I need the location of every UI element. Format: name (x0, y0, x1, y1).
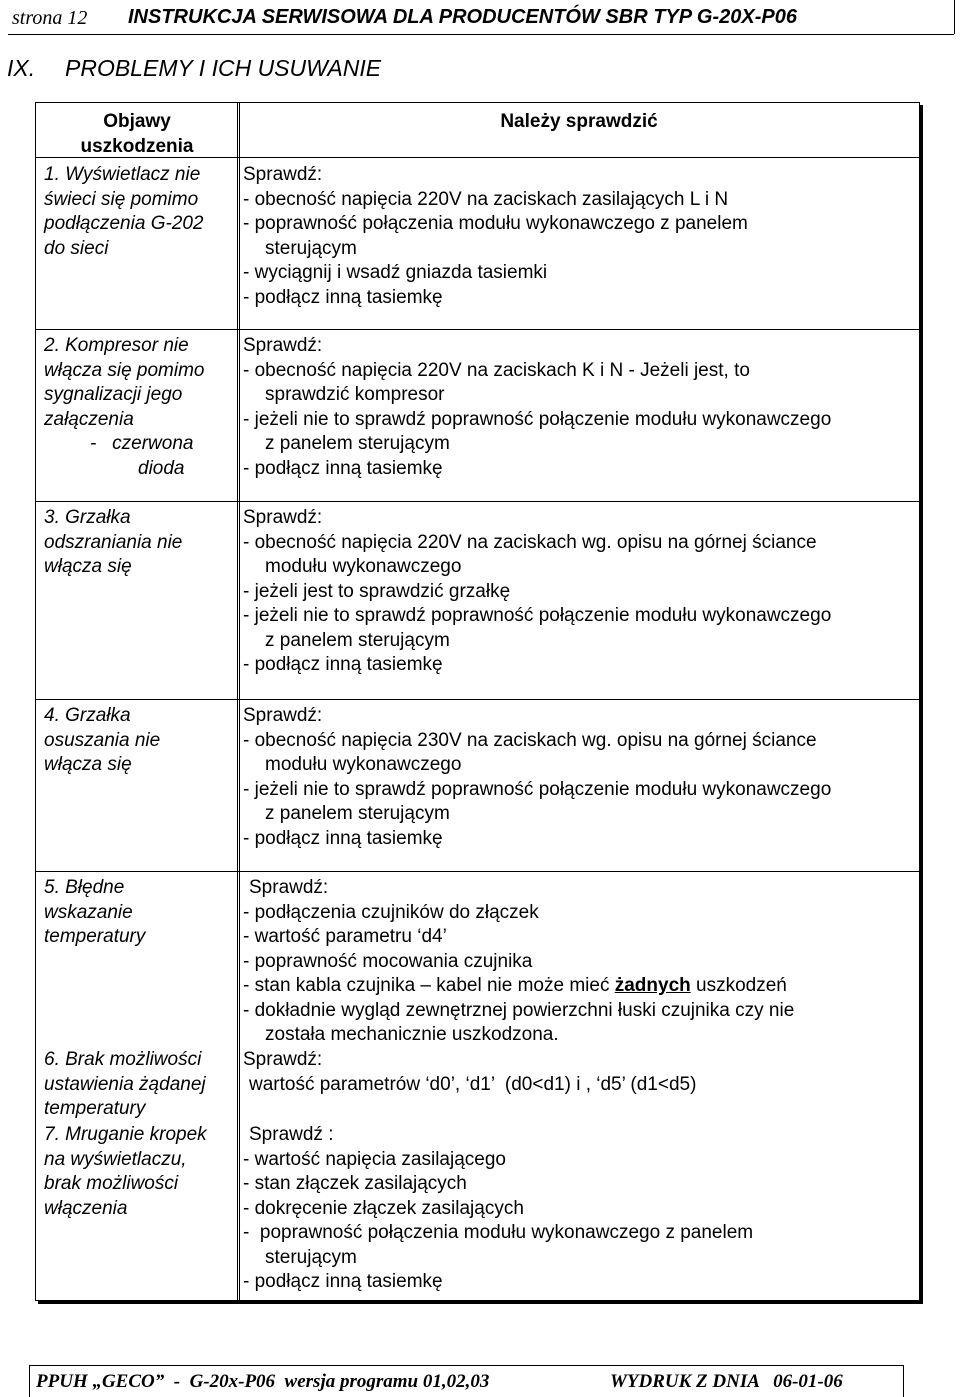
symptom-line: dioda (138, 457, 185, 479)
column-separator (237, 103, 240, 1300)
check-line: - jeżeli nie to sprawdź poprawność połączenie modułu wykonawczego (243, 778, 832, 800)
check-line: - obecność napięcia 230V na zaciskach wg. opisu na górnej ściance (243, 729, 817, 751)
check-line: Sprawdź: (243, 705, 323, 726)
check-line: Sprawdź: (249, 877, 329, 898)
symptom-line: sygnalizacji jego (44, 384, 183, 405)
checks-5 (243, 876, 915, 1048)
section-heading (7, 55, 381, 82)
checks-2 (243, 334, 915, 481)
symptom-line: osuszania nie (44, 729, 161, 751)
symptom-line: włącza się (44, 556, 132, 577)
symptom-7 (44, 1123, 234, 1221)
check-text: - stan kabla czujnika – kabel nie może mieć (243, 975, 615, 996)
section-number: IX. (7, 55, 36, 81)
check-line: - wyciągnij i wsadź gniazda tasiemki (243, 262, 548, 283)
check-line: - wartość parametru ‘d4’ (243, 926, 447, 947)
check-line: - podłącz inną tasiemkę (243, 827, 443, 849)
symptom-line: na wyświetlaczu, (44, 1148, 187, 1170)
page-header (0, 0, 960, 36)
check-line: Sprawdź: (243, 164, 323, 185)
check-line: modułu wykonawczego (265, 556, 462, 577)
symptoms-column-header (42, 109, 232, 159)
symptom-line: ustawienia żądanej (44, 1073, 206, 1095)
symptom-line: wskazanie (44, 901, 133, 923)
check-line: - obecność napięcia 220V na zaciskach zasilających L i N (243, 188, 729, 210)
symptom-line: świeci się pomimo (44, 188, 199, 210)
row-divider (36, 871, 919, 872)
check-line: - podłącz inną tasiemkę (243, 457, 443, 479)
check-line: - jeżeli nie to sprawdź poprawność połączenie modułu wykonawczego (243, 605, 832, 626)
row-divider (36, 501, 919, 502)
check-line: z panelem sterującym (265, 433, 450, 454)
check-line: została mechanicznie uszkodzona. (265, 1024, 559, 1045)
check-line: z panelem sterującym (265, 803, 450, 824)
emphasized-word: żadnych (614, 975, 691, 996)
check-line: - podłącz inną tasiemkę (243, 654, 443, 675)
header-edge (954, 0, 955, 34)
page-number: strona 12 (12, 7, 88, 29)
check-line: Sprawdź: (243, 1049, 323, 1070)
row-divider (36, 329, 919, 330)
check-line: sterującym (265, 237, 357, 259)
checks-3 (243, 506, 915, 678)
check-line: z panelem sterującym (265, 629, 450, 651)
symptom-3 (44, 506, 234, 580)
check-line: modułu wykonawczego (265, 754, 462, 775)
check-line: sprawdzić kompresor (265, 384, 445, 405)
check-line: - podłącz inną tasiemkę (243, 286, 443, 308)
check-line: - poprawność połączenia modułu wykonawczego z panelem (243, 1222, 754, 1243)
checks-7 (243, 1123, 915, 1295)
symptom-1 (44, 163, 234, 261)
check-line: - wartość napięcia zasilającego (243, 1148, 506, 1170)
symptom-line: podłączenia G-202 (44, 213, 204, 234)
check-line: Sprawdź : (249, 1124, 334, 1145)
footer-company-version: PPUH „GECO” - G-20x-P06 wersja programu 01,02,03 (36, 1371, 490, 1392)
symptom-line: włącza się pomimo (44, 359, 205, 381)
check-line: - podłączenia czujników do złączek (243, 901, 539, 923)
symptom-line: 3. Grzałka (44, 507, 131, 528)
symptom-4 (44, 704, 234, 778)
symptom-line: odszraniania nie (44, 531, 183, 553)
footer-print-date: WYDRUK Z DNIA 06-01-06 (610, 1371, 843, 1392)
checks-4 (243, 704, 915, 851)
section-title: PROBLEMY I ICH USUWANIE (65, 55, 382, 81)
check-line: Sprawdź: (243, 507, 323, 528)
symptom-line: 4. Grzałka (44, 705, 131, 726)
symptom-line: temperatury (44, 1098, 146, 1119)
symptom-line: - czerwona (90, 433, 194, 454)
check-line: - jeżeli nie to sprawdź poprawność połączenie modułu wykonawczego (243, 408, 832, 430)
page-footer (29, 1365, 904, 1397)
check-line: - poprawność mocowania czujnika (243, 950, 533, 972)
check-line: - poprawność połączenia modułu wykonawczego z panelem (243, 213, 748, 234)
symptom-6 (44, 1048, 234, 1122)
check-line: - obecność napięcia 220V na zaciskach wg. opisu na górnej ściance (243, 531, 817, 553)
symptom-line: włącza się (44, 754, 132, 775)
checks-6 (243, 1048, 915, 1097)
check-text: uszkodzeń (690, 975, 787, 996)
header-line: uszkodzenia (80, 136, 194, 157)
check-line: - dokładnie wygląd zewnętrznej powierzchni łuski czujnika czy nie (243, 999, 795, 1021)
symptom-line: załączenia (44, 408, 134, 430)
troubleshooting-table (35, 102, 920, 1301)
check-line: - obecność napięcia 220V na zaciskach K i N - Jeżeli jest, to (243, 359, 750, 381)
check-line: - jeżeli jest to sprawdzić grzałkę (243, 580, 511, 602)
symptom-line: 2. Kompresor nie (44, 335, 189, 356)
row-divider (36, 699, 919, 700)
row-divider (36, 157, 919, 158)
symptom-line: do sieci (44, 237, 109, 259)
check-line (243, 974, 915, 999)
check-line: - dokręcenie złączek zasilających (243, 1197, 524, 1219)
symptom-line: temperatury (44, 926, 146, 947)
symptom-line: brak możliwości (44, 1173, 179, 1194)
document-title: INSTRUKCJA SERWISOWA DLA PRODUCENTÓW SBR TYP G-20X-P06 (128, 6, 797, 28)
checks-column-header: Należy sprawdzić (500, 111, 658, 132)
symptom-line: 1. Wyświetlacz nie (44, 164, 201, 185)
check-line: sterującym (265, 1246, 357, 1268)
check-line: wartość parametrów ‘d0’, ‘d1’ (d0<d1) i , ‘d5’ (d1<d5) (249, 1073, 697, 1095)
symptom-2 (44, 334, 234, 481)
checks-1 (243, 163, 915, 310)
check-line: - stan złączek zasilających (243, 1173, 467, 1194)
symptom-line: 5. Błędne (44, 877, 125, 898)
check-line: - podłącz inną tasiemkę (243, 1271, 443, 1292)
header-line: Objawy (103, 111, 171, 132)
check-line: Sprawdź: (243, 335, 323, 356)
symptom-5 (44, 876, 234, 950)
symptom-line: włączenia (44, 1197, 128, 1219)
header-rule (8, 34, 954, 35)
symptom-line: 7. Mruganie kropek (44, 1124, 207, 1145)
symptom-line: 6. Brak możliwości (44, 1049, 202, 1070)
